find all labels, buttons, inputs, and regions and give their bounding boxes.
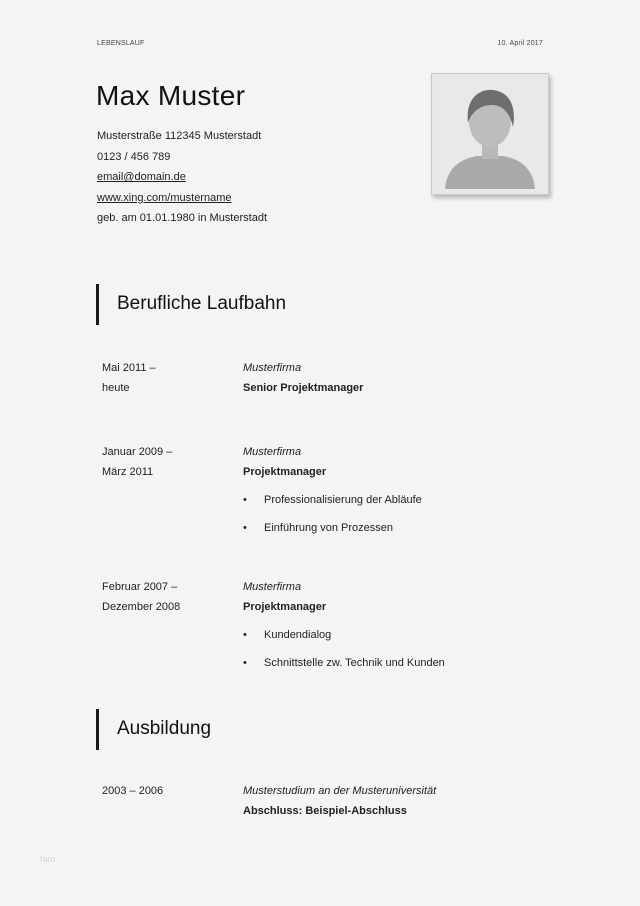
web-link[interactable]: www.xing.com/mustername [97, 191, 232, 204]
company-name: Musterfirma [243, 581, 302, 593]
person-name: Max Muster [96, 80, 246, 111]
task-list [243, 625, 445, 681]
career-entry-3 [243, 577, 445, 681]
document-date: 10. April 2017 [497, 40, 543, 47]
task-item [243, 653, 445, 681]
bullet-icon: • [243, 522, 247, 534]
bullet-icon: • [243, 629, 247, 641]
education-entry-1 [243, 781, 436, 821]
address: Musterstraße 112345 Musterstadt [97, 130, 262, 142]
company-name: Musterfirma [243, 446, 302, 458]
career-entry-3-dates [102, 577, 180, 617]
bullet-icon: • [243, 494, 247, 506]
education-period: 2003 – 2006 [102, 785, 164, 797]
profile-photo [431, 73, 549, 195]
task-item [243, 518, 422, 546]
education-section-title: Ausbildung [117, 718, 212, 739]
task-text: Einführung von Prozessen [264, 522, 394, 534]
birth-info: geb. am 01.01.1980 in Musterstadt [97, 212, 267, 225]
contact-block [97, 126, 267, 229]
task-item [243, 625, 445, 653]
education-section-bar [96, 709, 99, 750]
career-section-bar [96, 284, 99, 325]
institution-name: Musterstudium an der Musteruniversität [243, 785, 437, 797]
career-entry-1-dates [102, 358, 156, 398]
career-entry-2-dates [102, 442, 172, 482]
company-name: Musterfirma [243, 362, 302, 374]
task-text: Kundendialog [264, 629, 332, 641]
career-entry-2 [243, 442, 422, 546]
career-entry-1 [243, 358, 363, 398]
date-end: heute [102, 382, 130, 394]
career-section-title: Berufliche Laufbahn [117, 293, 287, 314]
task-text: Schnittstelle zw. Technik und Kunden [264, 657, 445, 669]
email-link[interactable]: email@domain.de [97, 171, 186, 184]
task-text: Professionalisierung der Abläufe [264, 494, 422, 506]
task-item [243, 490, 422, 518]
date-start: Februar 2007 – [102, 581, 178, 593]
phone: 0123 / 456 789 [97, 150, 171, 163]
degree: Abschluss: Beispiel-Abschluss [243, 805, 407, 817]
job-role: Projektmanager [243, 601, 327, 613]
date-end: Dezember 2008 [102, 601, 181, 613]
job-role: Projektmanager [243, 466, 327, 478]
task-list [243, 490, 422, 546]
date-start: Januar 2009 – [102, 446, 173, 458]
education-entry-1-dates [102, 781, 163, 801]
date-start: Mai 2011 – [102, 362, 156, 374]
date-end: März 2011 [102, 466, 154, 478]
avatar-silhouette-icon [437, 79, 543, 189]
bullet-icon: • [243, 657, 247, 669]
watermark: faro [40, 854, 56, 864]
document-label: LEBENSLAUF [97, 40, 145, 47]
job-role: Senior Projektmanager [243, 382, 364, 394]
